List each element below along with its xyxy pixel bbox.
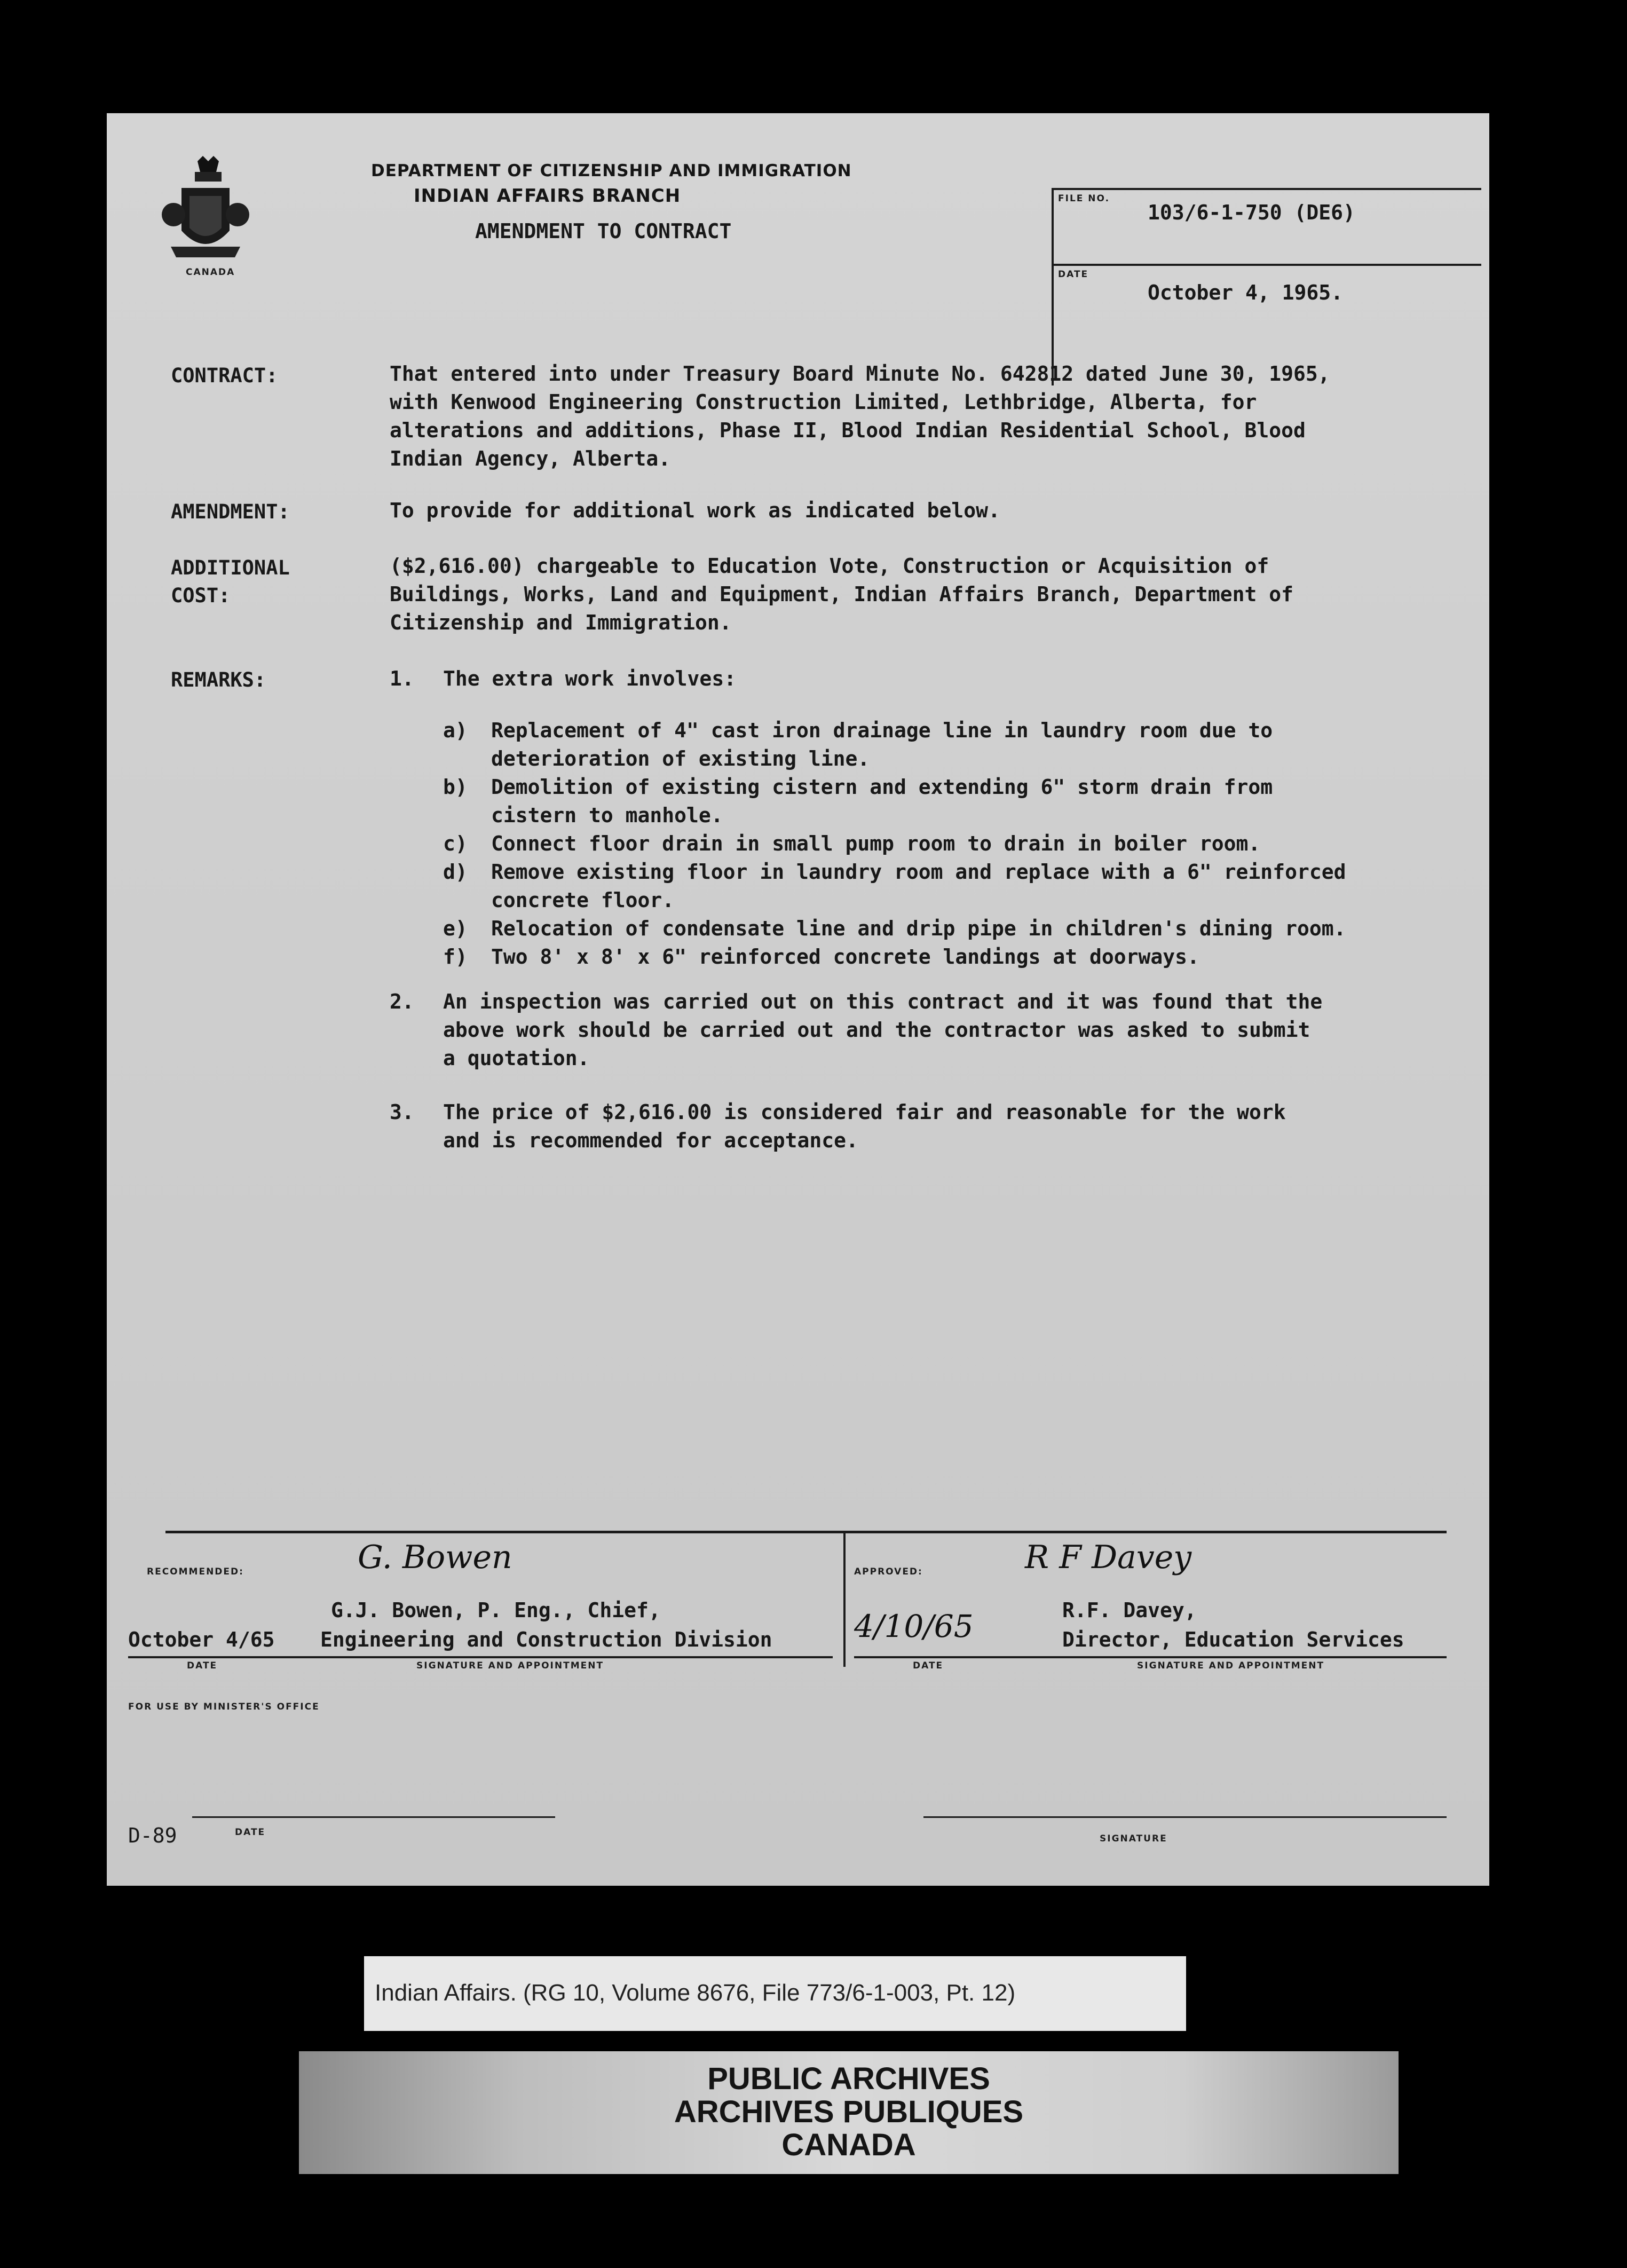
subitem-b [443,773,1346,830]
stamp-line-2: ARCHIVES PUBLIQUES [674,2094,1024,2129]
minister-office-label: FOR USE BY MINISTER'S OFFICE [128,1702,320,1712]
recommended-date: October 4/65 [128,1628,275,1651]
subitem-d [443,858,1346,915]
additional-cost-text [390,552,1293,637]
file-box-top-rule [1052,188,1481,190]
file-no-value: 103/6-1-750 (DE6) [1148,201,1355,224]
cost-line: Buildings, Works, Land and Equipment, Indian Affairs Branch, Department of [390,582,1293,606]
approved-sig-appt-label: SIGNATURE AND APPOINTMENT [1137,1660,1325,1671]
subitem-e [443,915,1346,943]
approved-title: Director, Education Services [1062,1628,1404,1651]
document-page [107,113,1489,1886]
remark-line: above work should be carried out and the contractor was asked to submit [443,1018,1310,1042]
minister-signature-line [923,1816,1447,1818]
subitem-line: Connect floor drain in small pump room to drain in boiler room. [491,832,1261,855]
contract-line: with Kenwood Engineering Construction Limited, Lethbridge, Alberta, for [390,390,1257,414]
file-box-mid-rule [1052,264,1481,266]
contract-line: alterations and additions, Phase II, Blood Indian Residential School, Blood [390,419,1306,442]
signature-block-top-rule [165,1531,1447,1533]
cost-line: Citizenship and Immigration. [390,611,732,634]
archive-reference-text: Indian Affairs. (RG 10, Volume 8676, File 773/6-1-003, Pt. 12) [375,1980,1016,2006]
stamp-line-3: CANADA [781,2128,916,2162]
subitem-a [443,716,1346,773]
subitem-line: Two 8' x 8' x 6" reinforced concrete landings at doorways. [491,945,1199,968]
remark-line: The price of $2,616.00 is considered fair and reasonable for the work [443,1100,1286,1124]
recommended-signature-line [128,1656,833,1658]
cost-line: ($2,616.00) chargeable to Education Vote, Construction or Acquisition of [390,554,1269,578]
cost-label: COST: [171,584,231,607]
remarks-label: REMARKS: [171,668,266,691]
contract-label: CONTRACT: [171,364,278,387]
subitem-c [443,830,1346,858]
minister-date-label: DATE [235,1827,266,1838]
approved-label: APPROVED: [854,1566,923,1577]
contract-line: Indian Agency, Alberta. [390,447,671,470]
subitem-line: Remove existing floor in laundry room and replace with a 6" reinforced [491,860,1346,884]
amendment-text: To provide for additional work as indicated below. [390,499,1000,522]
remark-1-text: The extra work involves: [443,667,737,690]
subitem-f [443,943,1346,971]
subitem-line: Demolition of existing cistern and extending 6" storm drain from [491,775,1273,799]
additional-label: ADDITIONAL [171,556,290,579]
coat-of-arms-icon [160,156,251,279]
subitem-line: Replacement of 4" cast iron drainage line in laundry room due to [491,719,1273,742]
subitem-letter: a) [443,719,468,742]
stamp-line-1: PUBLIC ARCHIVES [707,2061,990,2096]
approved-signature: R F Davey [1025,1539,1192,1576]
file-box-left-rule [1052,188,1054,385]
remark-2-text [443,988,1322,1073]
subitem-letter: d) [443,860,468,884]
remark-line: An inspection was carried out on this contract and it was found that the [443,990,1323,1013]
form-number: D-89 [128,1824,177,1847]
contract-line: That entered into under Treasury Board Minute No. 642812 dated June 30, 1965, [390,362,1330,385]
recommended-date-label: DATE [187,1660,218,1671]
minister-date-line [192,1816,555,1818]
date-label: DATE [1058,269,1089,280]
subitem-line: Relocation of condensate line and drip pipe in children's dining room. [491,917,1346,940]
subitem-line: deterioration of existing line. [491,747,870,770]
subitem-letter: e) [443,917,468,940]
signature-block-divider [843,1531,846,1667]
subitem-letter: c) [443,832,468,855]
approved-date: 4/10/65 [854,1608,974,1644]
branch-heading: INDIAN AFFAIRS BRANCH [414,185,681,207]
recommended-signature: G. Bowen [358,1539,512,1576]
remark-3-text [443,1098,1286,1155]
recommended-sig-appt-label: SIGNATURE AND APPOINTMENT [416,1660,604,1671]
archive-stamp [299,2051,1399,2174]
approved-signature-line [854,1656,1447,1658]
remark-2-number: 2. [390,990,414,1013]
remark-1-number: 1. [390,667,414,690]
country-label: CANADA [186,267,235,278]
subitem-letter: f) [443,945,468,968]
approved-name: R.F. Davey, [1062,1598,1197,1622]
department-heading: DEPARTMENT OF CITIZENSHIP AND IMMIGRATION [371,161,852,180]
contract-text [390,360,1330,473]
remark-line: a quotation. [443,1046,590,1070]
subitem-letter: b) [443,775,468,799]
archive-reference-label [364,1956,1186,2031]
minister-signature-label: SIGNATURE [1100,1833,1167,1844]
amendment-label: AMENDMENT: [171,500,290,523]
approved-date-label: DATE [913,1660,944,1671]
document-date: October 4, 1965. [1148,281,1344,304]
remark-subitems [443,716,1346,971]
recommended-name: G.J. Bowen, P. Eng., Chief, [331,1598,661,1622]
remark-line: and is recommended for acceptance. [443,1129,858,1152]
form-title: AMENDMENT TO CONTRACT [475,219,732,243]
file-no-label: FILE NO. [1058,193,1110,204]
subitem-line: concrete floor. [491,888,675,912]
remark-3-number: 3. [390,1100,414,1124]
subitem-line: cistern to manhole. [491,804,723,827]
recommended-title: Engineering and Construction Division [320,1628,772,1651]
recommended-label: RECOMMENDED: [147,1566,244,1577]
